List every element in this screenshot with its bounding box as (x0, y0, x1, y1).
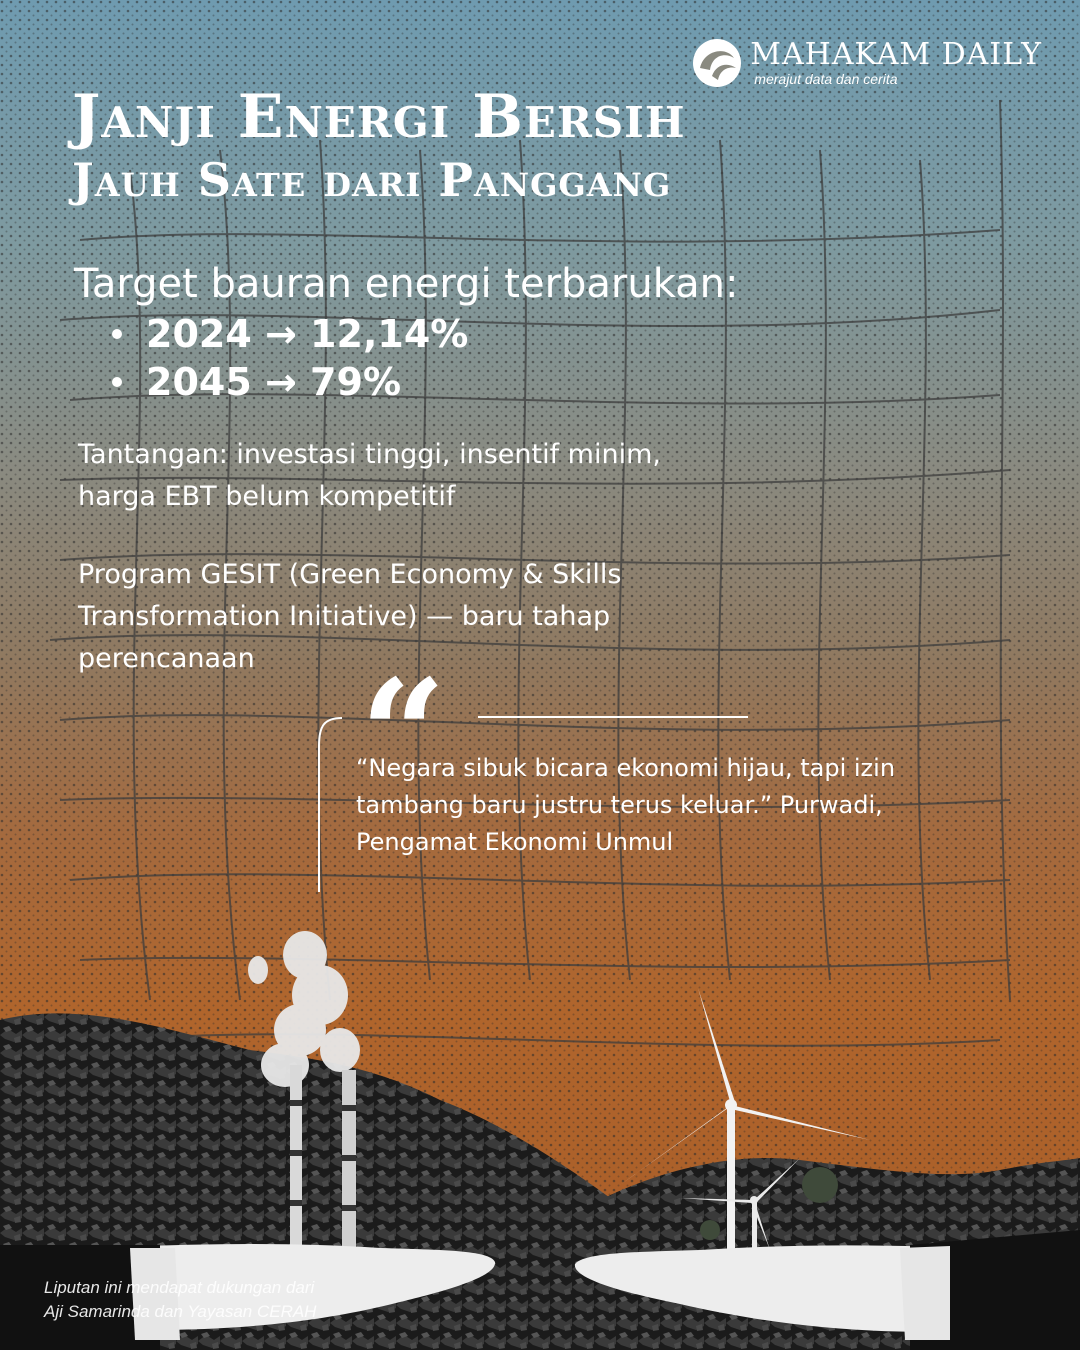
challenge-line-2: harga EBT belum kompetitif (78, 481, 456, 512)
brand-text (750, 39, 1042, 87)
program-line-1: Program GESIT (Green Economy & Skills (78, 559, 622, 590)
quote-divider (478, 716, 748, 718)
target-list (74, 310, 739, 406)
credit-line-1: Liputan ini mendapat dukungan dari (44, 1278, 315, 1297)
bullet-icon (112, 329, 122, 339)
target-item-text: 2024 → 12,14% (146, 312, 469, 356)
credit-line-2: Aji Samarinda dan Yayasan CERAH (44, 1302, 317, 1321)
brand-tagline: merajut data dan cerita (754, 71, 898, 87)
swirl-logo-icon (690, 36, 744, 90)
headline (72, 82, 686, 208)
target-item-text: 2045 → 79% (146, 360, 402, 404)
target-item-2045 (112, 358, 739, 406)
program-line-3: perencanaan (78, 643, 255, 674)
program-line-2: Transformation Initiative) — baru tahap (78, 601, 611, 632)
smoke-cloud (248, 931, 360, 1087)
target-section (74, 258, 739, 406)
quote-line-1: “Negara sibuk bicara ekonomi hijau, tapi izin (356, 754, 896, 782)
quote-mark-icon: “ (360, 647, 447, 823)
target-item-2024 (112, 310, 739, 358)
quote-line-3: Pengamat Ekonomi Unmul (356, 828, 674, 856)
challenge-text (78, 434, 718, 518)
quote-bracket-line (316, 716, 346, 896)
quote-text (356, 750, 956, 861)
headline-line-1: Janji Energi Bersih (72, 82, 686, 152)
target-heading: Target bauran energi terbarukan: (74, 261, 739, 307)
brand-name: MAHAKAM DAILY (750, 37, 1042, 72)
headline-line-2: Jauh Sate dari Panggang (72, 153, 672, 207)
bullet-icon (112, 377, 122, 387)
challenge-line-1: Tantangan: investasi tinggi, insentif minim, (78, 439, 661, 470)
quote-line-2: tambang baru justru terus keluar.” Purwadi, (356, 791, 883, 819)
credit-text (44, 1276, 316, 1324)
brand-header (690, 36, 1042, 90)
